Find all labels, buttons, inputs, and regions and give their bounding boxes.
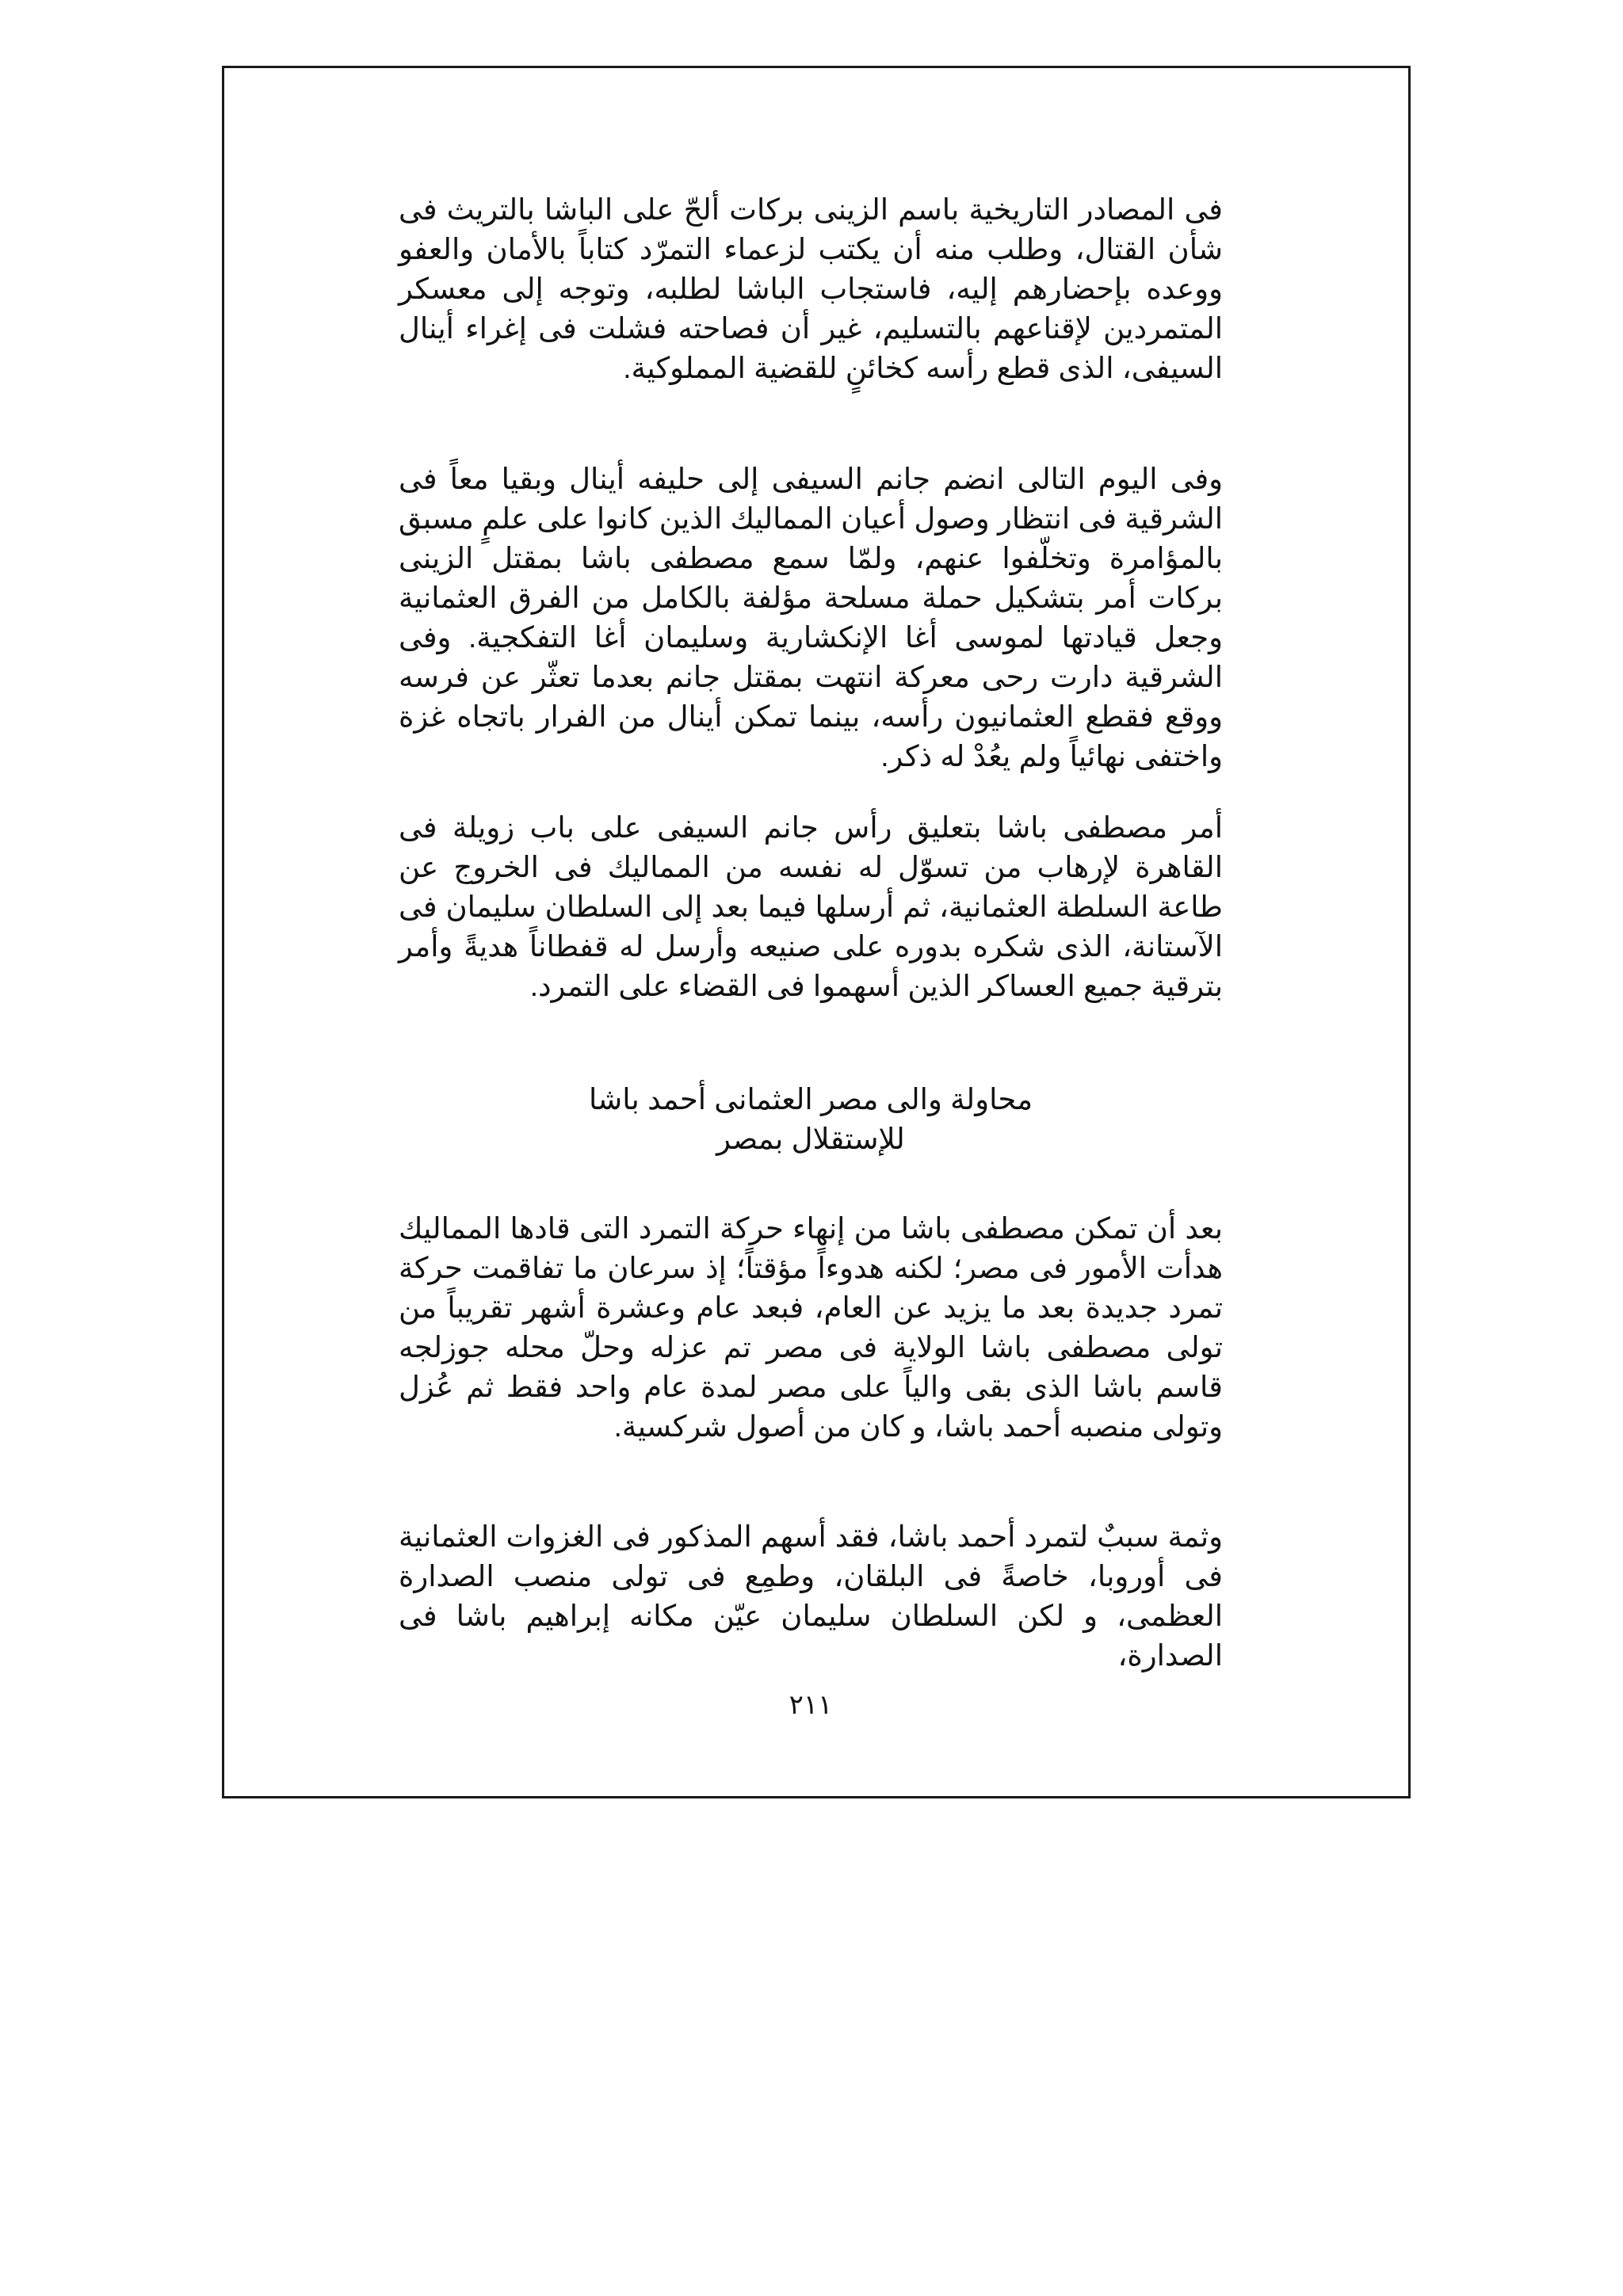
paragraph-3 [399, 808, 1223, 1006]
paragraph-3-text: أمر مصطفى باشا بتعليق رأس جانم السيفى على باب زويلة فى القاهرة لإرهاب من تسوّل له نفسه من المماليك فى الخروج عن طاعة السلطة العثمانية، ثم أرسلها فيما بعد إلى السلطان سليمان فى الآستانة، الذى شكره بدوره على صنيعه وأرسل له قفطاناً هديةً وأمر بترقية جميع العساكر الذين أسهموا فى القضاء على التمرد. [399, 811, 1223, 1002]
section-heading [399, 1080, 1223, 1159]
paragraph-2-text: وفى اليوم التالى انضم جانم السيفى إلى حليفه أينال وبقيا معاً فى الشرقية فى انتظار وصول أعيان المماليك الذين كانوا على علمٍ مسبق بالمؤامرة وتخلّفوا عنهم، ولمّا سمع مصطفى باشا بمقتل الزينى بركات أمر بتشكيل حملة مسلحة مؤلفة بالكامل من الفرق العثمانية وجعل قيادتها لموسى أغا الإنكشارية وسليمان أغا التفكجية. وفى الشرقية دارت رحى معركة انتهت بمقتل جانم بعدما تعثّر عن فرسه ووقع فقطع العثمانيون رأسه، بينما تمكن أينال من الفرار باتجاه غزة واختفى نهائياً ولم يعُدْ له ذكر. [399, 463, 1223, 772]
paragraph-1-text: فى المصادر التاريخية باسم الزينى بركات ألحّ على الباشا بالتريث فى شأن القتال، وطلب منه أن يكتب لزعماء التمرّد كتاباً بالأمان والعفو ووعده بإحضارهم إليه، فاستجاب الباشا لطلبه، وتوجه إلى معسكر المتمردين لإقناعهم بالتسليم، غير أن فصاحته فشلت فى إغراء أينال السيفى، الذى قطع رأسه كخائنٍ للقضية المملوكية. [399, 193, 1223, 384]
section-heading-line-1: محاولة والى مصر العثمانى أحمد باشا [588, 1083, 1033, 1116]
paragraph-4 [399, 1209, 1223, 1447]
section-heading-line-2: للإستقلال بمصر [716, 1123, 905, 1155]
paragraph-1 [399, 190, 1223, 388]
paragraph-2 [399, 460, 1223, 776]
page-number: ٢١١ [789, 1690, 833, 1720]
paragraph-4-text: بعد أن تمكن مصطفى باشا من إنهاء حركة التمرد التى قادها المماليك هدأت الأمور فى مصر؛ لكنه هدوءاً مؤقتاً؛ إذ سرعان ما تفاقمت حركة تمرد جديدة بعد ما يزيد عن العام، فبعد عام وعشرة أشهر تقريباً من تولى مصطفى باشا الولاية فى مصر تم عزله وحلّ محله جوزلجه قاسم باشا الذى بقى والياً على مصر لمدة عام واحد فقط ثم عُزل وتولى منصبه أحمد باشا، و كان من أصول شركسية. [399, 1212, 1223, 1443]
paragraph-5 [399, 1517, 1223, 1676]
paragraph-5-text: وثمة سببٌ لتمرد أحمد باشا، فقد أسهم المذكور فى الغزوات العثمانية فى أوروبا، خاصةً فى البلقان، وطمِع فى تولى منصب الصدارة العظمى، و لكن السلطان سليمان عيّن مكانه إبراهيم باشا فى الصدارة، [399, 1520, 1223, 1672]
